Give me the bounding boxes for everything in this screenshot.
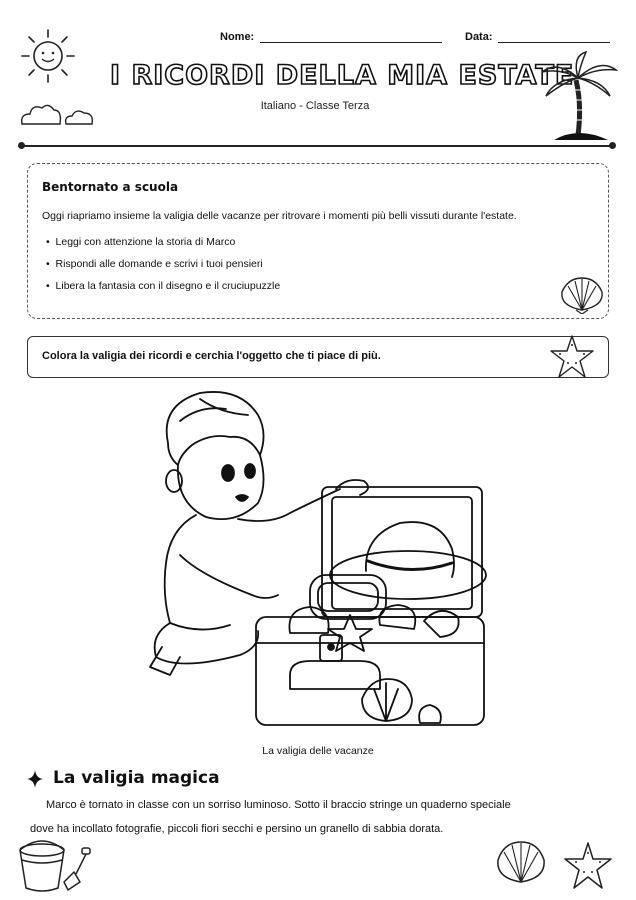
- section-title: La valigia magica: [53, 768, 220, 788]
- bullet-text: Libera la fantasia con il disegno e il cruciupuzzle: [55, 280, 281, 292]
- bullet-text: Rispondi alle domande e scrivi i tuoi pensieri: [55, 258, 263, 270]
- shovel-icon: [62, 846, 94, 892]
- page-title: I RICORDI DELLA MIA ESTATE: [110, 60, 575, 91]
- story-paragraph-line: Marco è tornato in classe con un sorriso luminoso. Sotto il braccio stringe un quaderno speciale: [46, 799, 511, 811]
- task-instruction: Colora la valigia dei ricordi e cerchia l'oggetto che ti piace di più.: [42, 350, 381, 362]
- intro-title: Bentornato a scuola: [42, 180, 179, 194]
- starfish-icon: [562, 840, 614, 892]
- story-paragraph-line: dove ha incollato fotografie, piccoli fiori secchi e persino un granello di sabbia dorata.: [30, 823, 444, 835]
- date-field[interactable]: [498, 42, 610, 43]
- list-item: • Libera la fantasia con il disegno e il cruciupuzzle: [46, 280, 281, 292]
- bucket-icon: [16, 838, 68, 894]
- divider-dot-right: [609, 142, 616, 149]
- name-field[interactable]: [260, 42, 442, 43]
- bullet-text: Leggi con attenzione la storia di Marco: [55, 236, 236, 248]
- cloud-icon: [18, 98, 98, 128]
- seashell-icon: [494, 838, 548, 886]
- list-item: • Leggi con attenzione la storia di Marco: [46, 236, 236, 248]
- suitcase-illustration: [140, 385, 500, 740]
- list-item: • Rispondi alle domande e scrivi i tuoi pensieri: [46, 258, 263, 270]
- intro-text: Oggi riapriamo insieme la valigia delle vacanze per ritrovare i momenti più belli vissuti durante l'estate.: [42, 210, 517, 222]
- starfish-icon: [548, 333, 596, 381]
- date-label: Data:: [465, 31, 493, 43]
- illustration-caption: La valigia delle vacanze: [262, 745, 374, 757]
- header-divider: [22, 145, 612, 147]
- name-label: Nome:: [220, 31, 255, 43]
- sparkle-icon: [27, 770, 43, 788]
- seashell-icon: [558, 276, 606, 314]
- sun-icon: [20, 28, 76, 84]
- page-subtitle: Italiano - Classe Terza: [260, 100, 370, 112]
- palm-tree-icon: [538, 50, 618, 145]
